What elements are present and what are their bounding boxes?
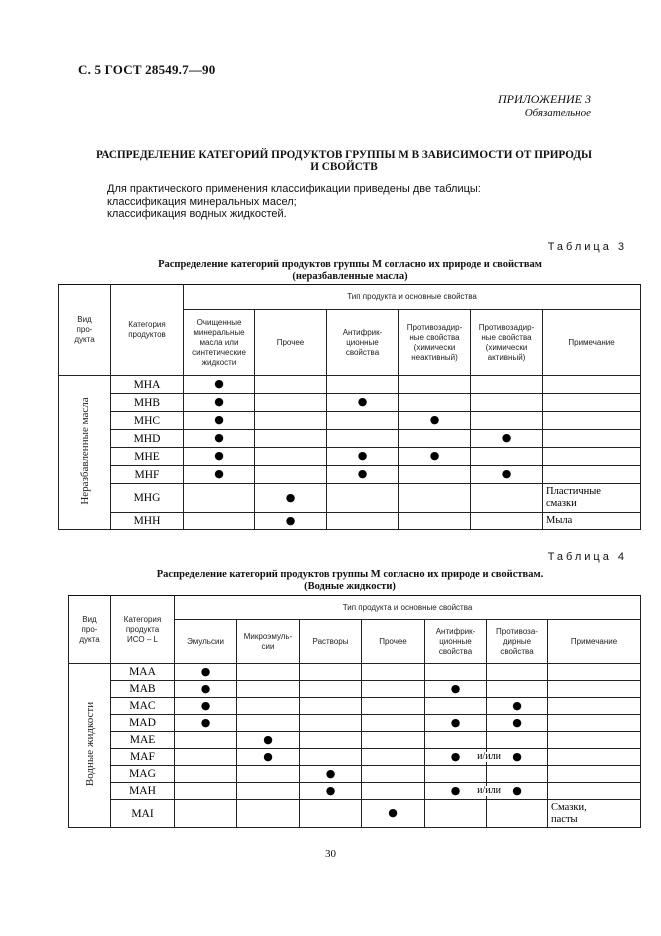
appendix-label (498, 92, 591, 120)
table-row (59, 430, 641, 448)
table3-header-col: Противозадир- ные свойства (химически неактивный) (399, 310, 471, 376)
mark-cell (399, 513, 471, 530)
category-code: MAE (111, 732, 175, 749)
mark-cell (184, 376, 255, 394)
bullet-mark: ● (388, 806, 398, 819)
mark-cell (175, 766, 237, 783)
table-row (69, 715, 641, 732)
table3-header-note: Примечание (543, 310, 641, 376)
table4-header-col: Растворы (300, 620, 362, 664)
bullet-mark: ● (285, 490, 296, 504)
appendix-status: Обязательное (524, 107, 591, 119)
mark-cell (300, 715, 362, 732)
note-cell (548, 732, 641, 749)
note-cell (543, 466, 641, 484)
mark-cell (237, 732, 300, 749)
note-cell (543, 412, 641, 430)
mark-cell (237, 698, 300, 715)
table-row (69, 698, 641, 715)
page-number: 30 (325, 848, 336, 860)
table3-caption (100, 259, 600, 282)
table3-label: Таблица 3 (547, 241, 627, 253)
table4-header-col: Противоза- дирные свойства (487, 620, 548, 664)
mark-cell (300, 800, 362, 828)
table-row (59, 484, 641, 513)
table3-header-group: Тип продукта и основные свойства (184, 285, 641, 310)
category-code: MAF (111, 749, 175, 766)
mark-cell (399, 376, 471, 394)
bullet-mark: ● (501, 467, 512, 480)
mark-cell (237, 664, 300, 681)
mark-cell (425, 766, 487, 783)
table3-caption-line: Распределение категорий продуктов группы М согласно их природе и свойствам (158, 259, 542, 270)
mark-cell (425, 715, 487, 732)
mark-cell (175, 664, 237, 681)
mark-cell (300, 698, 362, 715)
mark-cell (255, 430, 327, 448)
mark-cell (300, 749, 362, 766)
table-row (59, 466, 641, 484)
mark-cell (184, 412, 255, 430)
mark-cell (327, 394, 399, 412)
category-code: MAD (111, 715, 175, 732)
note-cell (543, 394, 641, 412)
document-title (90, 149, 598, 173)
mark-cell (184, 394, 255, 412)
table4-header-note: Примечание (548, 620, 641, 664)
note-cell (543, 430, 641, 448)
table-row (59, 376, 641, 394)
bullet-mark: ● (512, 698, 522, 712)
note-line: пасты (551, 813, 578, 825)
bullet-mark: ● (214, 413, 224, 426)
intro-text (107, 183, 481, 221)
bullet-mark: ● (512, 715, 522, 729)
table3-header-kind: Вид про- дукта (59, 285, 111, 376)
table-row (69, 732, 641, 749)
mark-cell (471, 376, 543, 394)
note-cell (543, 376, 641, 394)
category-code: MAB (111, 681, 175, 698)
table3-group-cell (59, 376, 111, 530)
note-cell (548, 766, 641, 783)
mark-cell (327, 484, 399, 513)
table3-header-col: Противозадир- ные свойства (химически активный) (471, 310, 543, 376)
mark-cell (184, 484, 255, 513)
mark-cell (471, 448, 543, 466)
note-cell (548, 749, 641, 766)
bullet-mark: ● (450, 681, 461, 695)
table4-group-label: Водные жидкости (84, 701, 96, 787)
note-cell (548, 681, 641, 698)
category-code: MHD (111, 430, 184, 448)
note-line: Смазки, (551, 801, 587, 813)
table4-header-kind: Вид про- дукта (69, 596, 111, 664)
table4-header-category: Категория продукта ИСО – L (111, 596, 175, 664)
mark-cell (487, 698, 548, 715)
mark-cell (327, 466, 399, 484)
table-row (59, 412, 641, 430)
mark-cell (399, 484, 471, 513)
mark-cell (327, 376, 399, 394)
note-line: Пластичные (546, 486, 601, 497)
mark-cell (184, 430, 255, 448)
mark-cell (237, 783, 300, 800)
table-row (69, 766, 641, 783)
bullet-mark: ● (200, 715, 211, 729)
bullet-mark: ● (501, 431, 512, 444)
category-code: MAH (111, 783, 175, 800)
bullet-mark: ● (512, 783, 522, 797)
table4-caption (100, 569, 600, 592)
mark-cell (255, 484, 327, 513)
mark-cell (327, 448, 399, 466)
appendix-number: ПРИЛОЖЕНИЕ 3 (498, 92, 591, 106)
mark-cell (237, 681, 300, 698)
note-cell (548, 698, 641, 715)
mark-cell (471, 484, 543, 513)
table3-caption-line: (неразбавленные масла) (292, 270, 408, 282)
mark-cell (300, 681, 362, 698)
mark-cell (399, 412, 471, 430)
bullet-mark: ● (357, 395, 368, 408)
mark-cell (237, 800, 300, 828)
table-row (59, 394, 641, 412)
mark-cell (255, 448, 327, 466)
bullet-mark: ● (214, 377, 224, 390)
note-cell (548, 715, 641, 732)
note-cell (548, 664, 641, 681)
category-code: MHE (111, 448, 184, 466)
bullet-mark: ● (263, 732, 273, 746)
bullet-mark: ● (214, 467, 224, 480)
bullet-mark: ● (214, 395, 224, 408)
table4-group-cell (69, 664, 111, 828)
title-line-2: И СВОЙСТВ (310, 161, 378, 173)
note-cell (543, 513, 641, 530)
category-code: MHB (111, 394, 184, 412)
intro-line: классификация минеральных масел; (107, 195, 297, 208)
bullet-mark: ● (200, 664, 211, 678)
table3-header-category: Категория продуктов (111, 285, 184, 376)
mark-cell (184, 513, 255, 530)
bullet-mark: ● (429, 449, 440, 462)
mark-cell (425, 664, 487, 681)
mark-cell (399, 430, 471, 448)
note-line: Мыла (546, 515, 573, 526)
mark-cell (255, 466, 327, 484)
mark-cell (487, 681, 548, 698)
category-code: MHF (111, 466, 184, 484)
mark-cell (327, 412, 399, 430)
mark-cell (184, 466, 255, 484)
mark-cell (175, 698, 237, 715)
mark-cell (425, 732, 487, 749)
mark-cell (175, 715, 237, 732)
bullet-mark: ● (429, 413, 440, 426)
note-line: смазки (546, 498, 577, 509)
mark-cell (471, 466, 543, 484)
mark-cell (362, 749, 425, 766)
note-cell (543, 484, 641, 513)
mark-cell (425, 698, 487, 715)
table-row (69, 749, 641, 766)
mark-cell (300, 732, 362, 749)
mark-cell (175, 732, 237, 749)
mark-cell (175, 681, 237, 698)
bullet-mark: ● (200, 681, 211, 695)
table-row (69, 664, 641, 681)
mark-cell (362, 766, 425, 783)
note-cell (548, 800, 641, 828)
mark-cell (425, 681, 487, 698)
mark-cell (425, 749, 501, 766)
mark-cell (255, 376, 327, 394)
mark-cell (237, 766, 300, 783)
intro-line: классификация водных жидкостей. (107, 208, 287, 220)
table3-header-col: Антифрик- ционные свойства (327, 310, 399, 376)
category-code: MAA (111, 664, 175, 681)
and-or-label: и/или (477, 785, 501, 796)
table-row (69, 783, 641, 800)
mark-cell (487, 715, 548, 732)
table4-header-col: Прочее (362, 620, 425, 664)
mark-cell (175, 749, 237, 766)
mark-cell (362, 681, 425, 698)
mark-cell (184, 448, 255, 466)
intro-line: Для практического применения классификации приведены две таблицы: (107, 183, 481, 195)
bullet-mark: ● (450, 715, 461, 729)
mark-cell (362, 732, 425, 749)
mark-cell (487, 732, 548, 749)
note-cell (543, 448, 641, 466)
page-header: С. 5 ГОСТ 28549.7—90 (78, 62, 216, 77)
table4 (68, 595, 641, 828)
bullet-mark: ● (450, 749, 461, 763)
table3-header-col: Прочее (255, 310, 327, 376)
mark-cell (471, 394, 543, 412)
bullet-mark: ● (357, 449, 368, 462)
table-row (69, 681, 641, 698)
category-code: MHG (111, 484, 184, 513)
mark-cell (255, 394, 327, 412)
bullet-mark: ● (285, 513, 296, 527)
bullet-mark: ● (214, 431, 224, 444)
mark-cell (471, 412, 543, 430)
mark-cell (327, 513, 399, 530)
mark-cell (175, 800, 237, 828)
bullet-mark: ● (200, 698, 211, 712)
table4-header-group: Тип продукта и основные свойства (175, 596, 641, 620)
mark-cell (471, 430, 543, 448)
mark-cell (237, 749, 300, 766)
mark-cell (471, 513, 543, 530)
bullet-mark: ● (450, 783, 461, 797)
mark-cell (399, 466, 471, 484)
mark-cell (362, 698, 425, 715)
table4-label: Таблица 4 (547, 551, 627, 563)
mark-cell (237, 715, 300, 732)
mark-cell (300, 766, 362, 783)
table4-header-col: Микроэмуль- сии (237, 620, 300, 664)
mark-cell (487, 766, 548, 783)
mark-cell (255, 412, 327, 430)
category-code: MAC (111, 698, 175, 715)
category-code: MHH (111, 513, 184, 530)
bullet-mark: ● (325, 783, 336, 797)
bullet-mark: ● (512, 749, 522, 763)
bullet-mark: ● (214, 449, 224, 462)
mark-cell (327, 430, 399, 448)
and-or-label: и/или (477, 751, 501, 762)
mark-cell (399, 448, 471, 466)
table3 (58, 284, 641, 530)
mark-cell (362, 664, 425, 681)
mark-cell (425, 800, 487, 828)
category-code: MAI (111, 800, 175, 828)
table-row (59, 448, 641, 466)
mark-cell (300, 783, 362, 800)
category-code: MAG (111, 766, 175, 783)
table-row (69, 800, 641, 828)
bullet-mark: ● (357, 467, 368, 480)
table3-header-col: Очищенные минеральные масла или синтетические жидкости (184, 310, 255, 376)
title-line-1: РАСПРЕДЕЛЕНИЕ КАТЕГОРИЙ ПРОДУКТОВ ГРУППЫ М В ЗАВИСИМОСТИ ОТ ПРИРОДЫ (95, 149, 593, 161)
mark-cell (362, 715, 425, 732)
table-row (59, 513, 641, 530)
mark-cell (300, 664, 362, 681)
table3-group-label: Неразбавленные масла (79, 397, 91, 505)
mark-cell (175, 783, 237, 800)
table4-caption-line: (Водные жидкости) (304, 580, 396, 592)
bullet-mark: ● (263, 749, 273, 763)
table4-header-col: Эмульсии (175, 620, 237, 664)
bullet-mark: ● (325, 766, 336, 780)
mark-cell (362, 783, 425, 800)
category-code: MHA (111, 376, 184, 394)
table4-header-col: Антифрик- ционные свойства (425, 620, 487, 664)
mark-cell (487, 800, 548, 828)
table4-caption-line: Распределение категорий продуктов группы М согласно их природе и свойствам. (156, 569, 544, 580)
note-cell (548, 783, 641, 800)
category-code: MHC (111, 412, 184, 430)
mark-cell (487, 664, 548, 681)
mark-cell (425, 783, 501, 800)
mark-cell (399, 394, 471, 412)
mark-cell (362, 800, 425, 828)
mark-cell (255, 513, 327, 530)
